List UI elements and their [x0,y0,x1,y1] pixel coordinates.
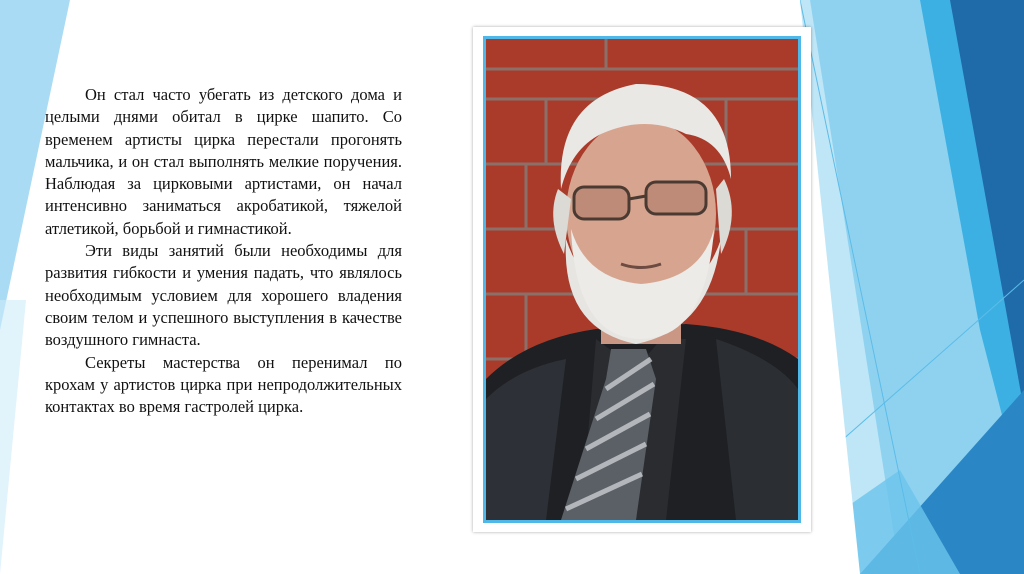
photo-frame [473,27,811,532]
paragraph-2: Эти виды занятий были необходимы для развития гибкости и умения падать, что являлось необходимым условием для хорошего владения своим телом и успешного выступления в качестве воздушного гимнаста. [45,241,402,350]
photo-border [483,36,801,523]
left-accent-triangle-small [0,300,26,574]
paragraph-3: Секреты мастерства он перенимал по крохам у артистов цирка при непродолжительных контактах во время гастролей цирка. [45,352,402,417]
portrait-illustration [486,39,798,520]
body-text [45,84,402,418]
paragraph-1: Он стал часто убегать из детского дома и целыми днями обитал в цирке шапито. Со временем артисты цирка перестали прогонять мальчика, и он стал выполнять мелкие поручения. Наблюдая за цирковыми артистами, он начал интенсивно заниматься акробатикой, тяжелой атлетикой, борьбой и гимнастикой. [45,85,402,238]
portrait-photo [486,39,798,520]
